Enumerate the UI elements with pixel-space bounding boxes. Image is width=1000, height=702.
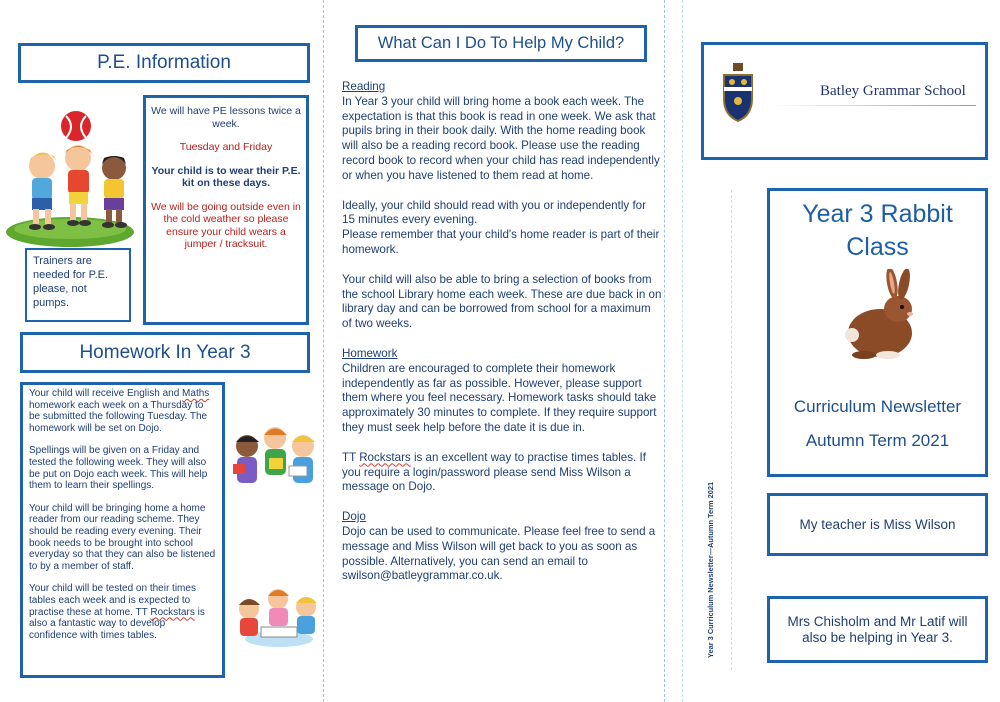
helpers-box [767, 596, 988, 663]
column-guide-left [323, 0, 324, 702]
homework-heading: Homework In Year 3 [79, 341, 251, 363]
newsletter-title: Curriculum Newsletter [793, 397, 962, 416]
rabbit-illustration [840, 269, 922, 363]
column-guide-right [682, 0, 683, 702]
tt-rockstars-paragraph: TT Rockstars is an excellent way to practise times tables. If you require a login/password please send Miss Wilson a message on Dojo. [342, 450, 646, 494]
cover-title-box [767, 188, 988, 477]
pe-kit-note: Your child is to wear their P.E. kit on these days. [151, 164, 301, 189]
pe-heading-box [18, 43, 310, 83]
reading-kids-illustration [229, 420, 321, 498]
spine-title: Year 3 Curriculum Newsletter—Autumn Term 2021 [706, 481, 715, 658]
homework-english-maths: Your child will receive English and Maths homework each week on a Thursday to be submitted the following Tuesday. The homework will be set on Dojo. [29, 388, 210, 434]
trainers-note-box [25, 248, 131, 322]
homework-heading-box [20, 332, 310, 373]
dojo-paragraph: Dojo can be used to communicate. Please feel free to send a message and Miss Wilson will get back to you as soon as possible. Alternatively, you can send an email to swilson@batleygrammar.co.uk. [342, 524, 656, 583]
school-crest [718, 63, 758, 123]
homework-times-tables: Your child will be tested on their times tables each week and is expected to practise these at home. TT Rockstars is also a fantastic way to develop confidence with times tables. [29, 583, 205, 641]
column-guide-middle [664, 0, 665, 702]
homework-spellings: Spellings will be given on a Friday and tested the following week. They will also be put on Dojo each week. This will help them to learn their spellings. [29, 445, 208, 492]
trainers-note: Trainers are needed for P.E. please, not pumps. [33, 255, 109, 309]
help-heading: What Can I Do To Help My Child? [377, 34, 625, 52]
library-paragraph: Your child will also be able to bring a selection of books from the school Library home each week. These are due back in on library day and can be borrowed from school for a maximum of two weeks. [342, 272, 662, 331]
dojo-subheading: Dojo [342, 510, 366, 524]
school-logo-box [701, 42, 988, 160]
spine-guide [731, 190, 732, 670]
homework-reader: Your child will be bringing home a home reader from our reading scheme. They should be reading every evening. Their book needs to be brought into school everyday so that they can also be listened to by a member of staff. [29, 502, 216, 572]
help-heading-box [355, 25, 647, 62]
class-title: Year 3 Rabbit Class [802, 200, 953, 261]
teacher-box [767, 493, 988, 556]
pe-frequency: We will have PE lessons twice a week. [151, 105, 301, 130]
group-reading-illustration [233, 583, 323, 649]
help-content [342, 80, 662, 599]
pe-days: Tuesday and Friday [179, 141, 273, 153]
homework-info-box [20, 382, 225, 678]
term-title: Autumn Term 2021 [805, 431, 950, 450]
pe-heading: P.E. Information [97, 52, 231, 73]
reading-paragraph: In Year 3 your child will bring home a book each week. The expectation is that this book is read in one week. We ask that pupils bring in their book daily. With the home reading book will also be a reading record book. Please use the reading record book to record when your child has read independently or when you have listened to them read at home. [342, 94, 660, 182]
pe-weather-note: We will be going outside even in the cold weather so please ensure your child wears a jumper / tracksuit. [151, 200, 301, 250]
reading-subheading: Reading [342, 80, 386, 93]
helpers-text: Mrs Chisholm and Mr Latif will also be helping in Year 3. [787, 613, 968, 645]
homework-paragraph: Children are encouraged to complete their homework independently as far as possible. However, please support them where you feel necessary. Homework tasks should take approximately 30 minutes to complete. If they require support they must seek help before the date it is due in. [342, 361, 657, 434]
kids-playing-illustration [4, 108, 142, 248]
school-name: Batley Grammar School [820, 83, 966, 99]
teacher-text: My teacher is Miss Wilson [799, 516, 956, 532]
homework-subheading: Homework [342, 346, 398, 360]
pe-info-box [143, 95, 309, 325]
reading-time-paragraph: Ideally, your child should read with you or independently for 15 minutes every evening. Please remember that your child's home reader is part of their homework. [342, 198, 660, 256]
school-rule [770, 105, 976, 106]
